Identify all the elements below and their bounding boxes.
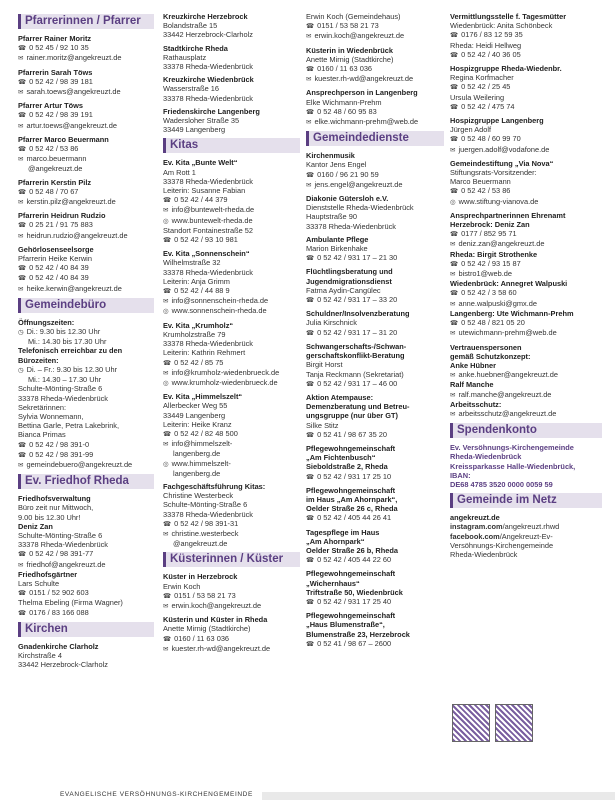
phone[interactable]: ☎ 0151 / 53 58 21 73 bbox=[306, 21, 444, 31]
contact-beuermann bbox=[18, 135, 154, 174]
service-title: Pflegewohngemeinschaft bbox=[306, 569, 396, 579]
email[interactable]: ✉ deniz.zan@angekreuzt.de bbox=[450, 239, 602, 249]
address-2: 33449 Langenberg bbox=[163, 125, 226, 135]
leader: Leiterin: Kathrin Rehmert bbox=[163, 348, 246, 358]
service-person: Jürgen Adolf bbox=[450, 125, 492, 135]
service-title: Pflegewohngemeinschaft bbox=[306, 485, 396, 495]
service-person: Kantor Jens Engel bbox=[306, 160, 367, 170]
contact-name: Pfarrerin Heidrun Rudzio bbox=[18, 211, 106, 221]
kita-name: Ev. Kita „Sonnenschein“ bbox=[163, 249, 250, 259]
service-title-3: ungsgruppe (nur über GT) bbox=[306, 411, 398, 421]
location: Standort Fontainestraße 52 bbox=[163, 225, 253, 235]
instagram-qr-code bbox=[452, 704, 490, 742]
contact-name: Pfarrer Marco Beuermann bbox=[18, 134, 109, 144]
contact-person: Pfarrerin Heike Kerwin bbox=[18, 254, 92, 264]
email[interactable]: ✉ kerstin.pilz@angekreuzt.de bbox=[18, 197, 154, 207]
service-title: Ambulante Pflege bbox=[306, 234, 369, 244]
secretaries-label: Sekretärinnen: bbox=[18, 402, 67, 412]
kita-name: Ev. Kita „Krumholz“ bbox=[163, 320, 234, 330]
friedhof-block bbox=[18, 494, 154, 618]
service-fichtenbusch bbox=[306, 444, 444, 482]
address-1: Am Rott 1 bbox=[163, 167, 196, 177]
phone[interactable]: ☎ 0 52 41 / 98 67 – 2600 bbox=[306, 639, 444, 649]
email[interactable]: ✉ juergen.adolf@vodafone.de bbox=[450, 145, 602, 155]
website[interactable]: ◎ www.sonnenschein-rheda.de bbox=[163, 306, 300, 316]
phone[interactable]: ☎ 0 52 42 / 25 45 bbox=[450, 82, 602, 92]
kuester-gemeindehaus bbox=[306, 12, 444, 42]
service-person: Marion Birkenhake bbox=[306, 244, 368, 254]
address-1: Wilhelmstraße 32 bbox=[163, 258, 221, 268]
phone[interactable]: ☎ 0160 / 11 63 036 bbox=[163, 634, 300, 644]
service-title: Tagespflege im Haus bbox=[306, 527, 380, 537]
iban-label: IBAN: bbox=[450, 470, 471, 480]
service-hospiz-lb bbox=[450, 116, 602, 155]
phone[interactable]: ☎ 0 52 42 / 98 391-77 bbox=[18, 549, 154, 559]
email[interactable]: ✉ anne.walpuski@gmx.de bbox=[450, 299, 602, 309]
spenden-block bbox=[450, 443, 602, 489]
address-1: Bolandstraße 15 bbox=[163, 21, 218, 31]
stiftung-line-1: Stiftungsrats-Vorsitzender: bbox=[450, 168, 537, 178]
phone[interactable]: ☎ 0 52 42 / 44 88 9 bbox=[163, 286, 300, 296]
phone[interactable]: ☎ 0 52 48 / 60 95 83 bbox=[306, 107, 444, 117]
leader: Leiterin: Susanne Fabian bbox=[163, 186, 246, 196]
ehrenamt-langenberg: Langenberg: Ute Wichmann-Prehm bbox=[450, 308, 574, 318]
service-title-2: im Haus „Am Ahornpark“, bbox=[306, 494, 398, 504]
service-pflege bbox=[306, 235, 444, 264]
column-3 bbox=[306, 12, 444, 653]
section-header-kitas: Kitas bbox=[163, 138, 300, 153]
address-1: Kirchstraße 4 bbox=[18, 650, 62, 660]
service-person: Silke Stitz bbox=[306, 420, 339, 430]
phone[interactable]: ☎ 0 52 42 / 405 44 22 60 bbox=[306, 555, 444, 565]
service-diakonie bbox=[306, 194, 444, 231]
website[interactable]: ◎ www.himmelszelt- bbox=[163, 459, 300, 469]
fach-person: Christine Westerbeck bbox=[163, 491, 234, 501]
stiftung-line-2: Marco Beuermann bbox=[450, 177, 511, 187]
service-title: Hospizgruppe Rheda-Wiedenbr. bbox=[450, 64, 562, 74]
service-title: Schwangerschafts-/Schwan- bbox=[306, 341, 407, 351]
friedhof-line-2: 9.00 bis 12.30 Uhr! bbox=[18, 512, 81, 522]
email[interactable]: ✉ rainer.moritz@angekreuzt.de bbox=[18, 53, 154, 63]
facebook-link[interactable] bbox=[450, 532, 602, 541]
phone[interactable]: ☎ 0 52 42 / 931 17 25 10 bbox=[306, 472, 444, 482]
service-title-2: Demenzberatung und Betreu- bbox=[306, 402, 410, 412]
service-title-3: Blumenstraße 23, Herzebrock bbox=[306, 629, 410, 639]
bank-line-3: Kreissparkasse Halle-Wiedenbrück, bbox=[450, 461, 576, 471]
address-2: 33449 Langenberg bbox=[163, 410, 226, 420]
kuester-title: Küsterin und Küster in Rheda bbox=[163, 615, 268, 625]
section-header-gemeindedienste: Gemeindedienste bbox=[306, 131, 444, 146]
contact-moritz bbox=[18, 34, 154, 64]
email[interactable]: ✉ arbeitsschutz@angekreuzt.de bbox=[450, 409, 602, 419]
phone[interactable]: ☎ 0 52 48 / 821 05 20 bbox=[450, 318, 602, 328]
contact-rudzio bbox=[18, 211, 154, 241]
phone[interactable]: ☎ 0 52 42 / 931 17 25 40 bbox=[306, 597, 444, 607]
kita-fachgeschaeftsfuehrung bbox=[163, 482, 300, 548]
contact-name: Gehörlosenseelsorge bbox=[18, 244, 94, 254]
kita-name: Ev. Kita „Bunte Welt“ bbox=[163, 158, 238, 168]
leader: Leiterin: Heike Kranz bbox=[163, 419, 232, 429]
service-person: Wiedenbrück: Anita Schönbeck bbox=[450, 21, 553, 31]
contact-gehoerlos bbox=[18, 245, 154, 294]
opening-hours-2: Mi.: 14.30 bis 17.30 Uhr bbox=[28, 337, 107, 347]
service-title-3: Sieboldstraße 2, Rheda bbox=[306, 462, 388, 472]
phone[interactable]: ☎ 0 52 48 / 60 99 70 bbox=[450, 134, 602, 144]
phone[interactable]: ☎ 0160 / 96 21 90 59 bbox=[306, 170, 444, 180]
service-title: Hospizgruppe Langenberg bbox=[450, 116, 544, 126]
email[interactable]: ✉ jens.engel@angekreuzt.de bbox=[306, 180, 444, 190]
friedhof-name: Deniz Zan bbox=[18, 521, 53, 531]
address-3: 33378 Rheda-Wiedenbrück bbox=[306, 221, 396, 231]
gaertner-2: Thelma Ebeling (Firma Wagner) bbox=[18, 598, 123, 608]
phone[interactable]: ☎ 0 52 42 / 931 17 – 21 30 bbox=[306, 253, 444, 263]
service-title-2: gerschaftskonflikt-Beratung bbox=[306, 351, 405, 361]
secretaries-2: Bettina Garle, Petra Lakebrink, bbox=[18, 421, 120, 431]
address-1: Krumholzstraße 79 bbox=[163, 329, 226, 339]
kuester-langenberg bbox=[306, 88, 444, 127]
service-person: Birgit Horst bbox=[306, 360, 343, 370]
facebook-domain: facebook.com bbox=[450, 531, 500, 541]
church-wiedenbrueck bbox=[163, 75, 300, 103]
friedhof-line-1: Büro zeit nur Mittwoch, bbox=[18, 503, 94, 513]
service-title: Vermittlungsstelle f. Tagesmütter bbox=[450, 12, 567, 21]
phone-hours-title-2: Bürozeiten: bbox=[18, 355, 59, 365]
kita-name: Ev. Kita „Himmelszelt“ bbox=[163, 392, 243, 402]
email[interactable]: ✉ utewichmann-prehm@web.de bbox=[450, 328, 602, 338]
phone[interactable]: ☎ 0 52 42 / 931 17 – 46 00 bbox=[306, 379, 444, 389]
service-wichernhaus bbox=[306, 569, 444, 607]
website[interactable]: ◎ www.buntewelt-rheda.de bbox=[163, 216, 300, 226]
address-2: 33378 Rheda-Wiedenbrück bbox=[163, 62, 253, 72]
kuester-person: Erwin Koch bbox=[163, 581, 201, 591]
email[interactable]: ✉ ralf.manche@angekreuzt.de bbox=[450, 390, 602, 400]
phone[interactable]: ☎ 0 25 21 / 91 75 883 bbox=[18, 220, 154, 230]
phone[interactable]: ☎ 0151 / 52 902 603 bbox=[18, 588, 154, 598]
kuester-title: Küster in Herzebrock bbox=[163, 572, 238, 582]
phone[interactable]: ☎ 0160 / 11 63 036 bbox=[306, 64, 444, 74]
address-1: Schulte-Mönting-Straße 6 bbox=[18, 530, 103, 540]
service-title: Diakonie Gütersloh e.V. bbox=[306, 194, 389, 204]
church-name: Kreuzkirche Wiedenbrück bbox=[163, 75, 254, 85]
website[interactable]: ◎ www.stiftung-vianova.de bbox=[450, 197, 602, 207]
service-title: Aktion Atempause: bbox=[306, 392, 374, 402]
leader: Leiterin: Anja Grimm bbox=[163, 276, 230, 286]
service-title: Pflegewohngemeinschaft bbox=[306, 443, 396, 453]
email[interactable]: ✉ gemeindebuero@angekreuzt.de bbox=[18, 460, 154, 470]
email[interactable]: ✉ info@krumholz-wiedenbrueck.de bbox=[163, 368, 300, 378]
service-person: Julia Kirschnick bbox=[306, 318, 357, 328]
service-schuldner bbox=[306, 309, 444, 338]
kita-bunte-welt bbox=[163, 158, 300, 245]
website-cont[interactable]: langenberg.de bbox=[173, 468, 221, 478]
contact-name: Pfarrer Artur Töws bbox=[18, 101, 84, 111]
email[interactable]: ✉ christine.westerbeck bbox=[163, 529, 300, 539]
service-fluechtling bbox=[306, 267, 444, 305]
address-1: Wadersloher Straße 35 bbox=[163, 116, 240, 126]
service-vermittlung bbox=[450, 12, 602, 60]
iban-value: DE68 4785 3520 0000 0059 59 bbox=[450, 479, 553, 489]
phone[interactable]: ☎ 0 52 42 / 93 15 87 bbox=[450, 259, 602, 269]
kuester-person: Anette Mirnig (Stadtkirche) bbox=[306, 54, 394, 64]
email[interactable]: ✉ sarah.toews@angekreuzt.de bbox=[18, 87, 154, 97]
fach-title: Fachgeschäftsführung Kitas: bbox=[163, 481, 266, 491]
website-link[interactable]: angekreuzt.de bbox=[450, 513, 500, 523]
phone-hours-2: Mi.: 14.30 – 17.30 Uhr bbox=[28, 375, 102, 385]
phone[interactable]: ☎ 0151 / 53 58 21 73 bbox=[163, 591, 300, 601]
address-1: Schulte-Mönting-Straße 6 bbox=[18, 384, 103, 394]
ehrenamt-wiedenbrueck: Wiedenbrück: Annegret Walpuski bbox=[450, 279, 568, 289]
address-2: 33378 Rheda-Wiedenbrück bbox=[163, 267, 253, 277]
service-title-2: gemäß Schutzkonzept: bbox=[450, 351, 531, 361]
email[interactable]: ✉ info@sonnenschein-rheda.de bbox=[163, 296, 300, 306]
facebook-cont-2: Rheda-Wiedenbrück bbox=[450, 549, 518, 559]
service-kirchenmusik bbox=[306, 151, 444, 190]
phone[interactable]: ☎ 0 52 48 / 70 67 bbox=[18, 187, 154, 197]
contact-pilz bbox=[18, 178, 154, 208]
fax: ☎ 0 52 42 / 40 84 39 bbox=[18, 273, 154, 283]
kuester-title: Küsterin in Wiedenbrück bbox=[306, 45, 393, 55]
email[interactable]: ✉ anke.huebner@angekreuzt.de bbox=[450, 370, 602, 380]
fax: ☎ 0 52 42 / 98 391-99 bbox=[18, 450, 154, 460]
service-tagespflege bbox=[306, 528, 444, 566]
church-rheda bbox=[163, 44, 300, 72]
bank-line-1: Ev. Versöhnungs-Kirchengemeinde bbox=[450, 443, 574, 453]
phone[interactable]: ☎ 0177 / 852 95 71 bbox=[450, 229, 602, 239]
section-header-spenden: Spendenkonto bbox=[450, 423, 602, 438]
kuester-title: Ansprechperson in Langenberg bbox=[306, 88, 418, 98]
gaertner-title: Friedhofsgärtner bbox=[18, 569, 78, 579]
email[interactable]: ✉ kuester.rh-wd@angekreuzt.de bbox=[163, 644, 300, 654]
secretaries-1: Sylvia Wonnemann, bbox=[18, 411, 84, 421]
phone[interactable]: ☎ 0 52 42 / 82 48 500 bbox=[163, 429, 300, 439]
email-cont[interactable]: langenberg.de bbox=[173, 449, 221, 459]
schutz-person-1: Anke Hübner bbox=[450, 360, 496, 370]
facebook-cont-1: Versöhnungs-Kirchengemeinde bbox=[450, 540, 554, 550]
opening-hours-1: ◷ Di.: 9.30 bis 12.30 Uhr bbox=[18, 327, 154, 337]
instagram-link[interactable] bbox=[450, 522, 602, 531]
address-2: 33378 Rheda-Wiedenbrück bbox=[163, 509, 253, 519]
kuester-wiedenbrueck bbox=[306, 46, 444, 85]
email[interactable]: ✉ heike.kerwin@angekreuzt.de bbox=[18, 284, 154, 294]
phone[interactable]: ☎ 0176 / 83 12 59 35 bbox=[450, 30, 602, 40]
service-person: Regina Korfmacher bbox=[450, 73, 514, 83]
email-cont[interactable]: @angekreuzt.de bbox=[28, 164, 83, 174]
footer bbox=[0, 788, 615, 802]
service-title-2: „Am Fichtenbusch“ bbox=[306, 453, 376, 463]
email[interactable]: ✉ erwin.koch@angekreuzt.de bbox=[163, 601, 300, 611]
address-2: 33378 Rheda-Wiedenbrück bbox=[163, 176, 253, 186]
section-header-friedhof: Ev. Friedhof Rheda bbox=[18, 474, 154, 489]
address-2: 33378 Rheda-Wiedenbrück bbox=[163, 339, 253, 349]
email[interactable]: ✉ erwin.koch@angekreuzt.de bbox=[306, 31, 444, 41]
kuester-rheda bbox=[163, 615, 300, 654]
section-header-kirchen: Kirchen bbox=[18, 622, 154, 637]
opening-hours-title: Öffnungszeiten: bbox=[18, 317, 75, 327]
footer-bar bbox=[262, 792, 615, 800]
bank-line-2: Rheda-Wiedenbrück bbox=[450, 452, 522, 462]
service-title-3: Oelder Straße 26 b, Rheda bbox=[306, 545, 399, 555]
phone[interactable]: ☎ 0 52 42 / 44 379 bbox=[163, 195, 300, 205]
email[interactable]: ✉ artur.toews@angekreuzt.de bbox=[18, 121, 154, 131]
footer-text: EVANGELISCHE VERSÖHNUNGS-KIRCHENGEMEINDE bbox=[60, 791, 253, 798]
email[interactable]: ✉ bistro1@web.de bbox=[450, 269, 602, 279]
section-header-pfarrer: Pfarrerinnen / Pfarrer bbox=[18, 14, 154, 29]
phone[interactable]: ☎ 0 52 42 / 475 74 bbox=[450, 102, 602, 112]
phone[interactable]: ☎ 0 52 42 / 53 86 bbox=[450, 186, 602, 196]
address-1: Dienststelle Rheda-Wiedenbrück bbox=[306, 203, 414, 213]
schutz-person-2: Ralf Manche bbox=[450, 380, 494, 390]
email[interactable]: ✉ info@buntewelt-rheda.de bbox=[163, 205, 300, 215]
address-1: Schulte-Mönting-Straße 6 bbox=[163, 500, 248, 510]
kuester-person: Anette Mirnig (Stadtkirche) bbox=[163, 624, 251, 634]
instagram-domain: instagram.com bbox=[450, 522, 503, 532]
service-schwanger bbox=[306, 342, 444, 389]
email[interactable]: ✉ info@himmelszelt- bbox=[163, 439, 300, 449]
facebook-qr-code bbox=[495, 704, 533, 742]
column-1 bbox=[18, 12, 154, 673]
service-title-2: Jugendmigrationsdienst bbox=[306, 276, 392, 286]
phone[interactable]: ☎ 0 52 42 / 98 39 191 bbox=[18, 110, 154, 120]
kita-krumholz bbox=[163, 321, 300, 388]
contact-name: Pfarrerin Sarah Töws bbox=[18, 67, 93, 77]
service-atempause bbox=[306, 393, 444, 440]
phone[interactable]: ☎ 0 52 42 / 40 36 05 bbox=[450, 50, 602, 60]
phone-hours-1: ◷ Di. – Fr.: 9.30 bis 12.30 Uhr bbox=[18, 365, 154, 375]
service-ahornpark bbox=[306, 486, 444, 524]
service-title: Flüchtlingsberatung und bbox=[306, 267, 393, 277]
contact-toews bbox=[18, 68, 154, 98]
service-title-2: „Am Ahornpark“ bbox=[306, 536, 365, 546]
ehrenamt-herzebrock: Herzebrock: Deniz Zan bbox=[450, 220, 530, 230]
email[interactable]: ✉ friedhof@angekreuzt.de bbox=[18, 560, 154, 570]
church-name: Gnadenkirche Clarholz bbox=[18, 641, 99, 651]
contact-name: Pfarrer Rainer Moritz bbox=[18, 34, 92, 43]
service-person-2: Ursula Weilering bbox=[450, 92, 505, 102]
section-header-kuester: Küsterinnen / Küster bbox=[163, 552, 300, 567]
address-2: 33378 Rheda-Wiedenbrück bbox=[163, 93, 253, 103]
buero-block bbox=[18, 318, 154, 470]
service-schutzkonzept bbox=[450, 343, 602, 420]
service-title: Kirchenmusik bbox=[306, 151, 355, 161]
service-title: Schuldner/Insolvenzberatung bbox=[306, 309, 410, 319]
kuester-herzebrock bbox=[163, 572, 300, 611]
service-title: Gemeindestiftung „Via Nova“ bbox=[450, 158, 554, 168]
phone[interactable]: ☎ 0 52 42 / 93 10 981 bbox=[163, 235, 300, 245]
phone[interactable]: ☎ 0 52 42 / 98 391-0 bbox=[18, 440, 154, 450]
email[interactable]: ✉ elke.wichmann-prehm@web.de bbox=[306, 117, 444, 127]
arbeitsschutz-title: Arbeitsschutz: bbox=[450, 399, 502, 409]
address-1: Rathausplatz bbox=[163, 52, 207, 62]
phone[interactable]: ☎ 0 52 42 / 85 75 bbox=[163, 358, 300, 368]
website[interactable]: ◎ www.krumholz-wiedenbrueck.de bbox=[163, 378, 300, 388]
service-blumenstrasse bbox=[306, 611, 444, 649]
gaertner-1: Lars Schulte bbox=[18, 578, 60, 588]
kuester-person: Erwin Koch (Gemeindehaus) bbox=[306, 12, 401, 21]
email[interactable]: ✉ kuester.rh-wd@angekreuzt.de bbox=[306, 74, 444, 84]
netz-block bbox=[450, 513, 602, 559]
email[interactable]: ✉ marco.beuermann bbox=[18, 154, 154, 164]
phone[interactable]: ☎ 0 52 42 / 98 39 181 bbox=[18, 77, 154, 87]
service-title: Vertrauenspersonen bbox=[450, 342, 522, 352]
service-ehrenamt bbox=[450, 211, 602, 339]
section-header-netz: Gemeinde im Netz bbox=[450, 493, 602, 508]
service-hospiz-rw bbox=[450, 64, 602, 112]
section-header-buero: Gemeindebüro bbox=[18, 298, 154, 313]
contact-artur bbox=[18, 101, 154, 131]
phone[interactable]: ☎ 0 52 45 / 92 10 35 bbox=[18, 43, 154, 53]
phone[interactable]: ☎ 0 52 42 / 931 17 – 31 20 bbox=[306, 328, 444, 338]
service-person-2: Rheda: Heidi Hellweg bbox=[450, 40, 522, 50]
service-title-3: Triftstraße 50, Wiedenbrück bbox=[306, 587, 403, 597]
service-person-2: Tanja Reckmann (Sekretariat) bbox=[306, 369, 404, 379]
phone[interactable]: ☎ 0 52 42 / 3 58 60 bbox=[450, 288, 602, 298]
service-person: Fatma Aydin-Cangülec bbox=[306, 285, 381, 295]
phone[interactable]: ☎ 0 52 42 / 53 86 bbox=[18, 144, 154, 154]
church-langenberg bbox=[163, 107, 300, 135]
church-clarholz bbox=[18, 642, 154, 670]
column-2 bbox=[163, 12, 300, 658]
address-2: 33378 Rheda-Wiedenbrück bbox=[18, 393, 108, 403]
church-herzebrock bbox=[163, 12, 300, 40]
ehrenamt-rheda: Rheda: Birgit Strothenke bbox=[450, 249, 538, 259]
address-2: 33378 Rheda-Wiedenbrück bbox=[18, 540, 108, 550]
service-stiftung bbox=[450, 159, 602, 207]
email-cont[interactable]: @angekreuzt.de bbox=[173, 539, 228, 549]
service-title: Ansprechpartnerinnen Ehrenamt bbox=[450, 210, 566, 220]
phone[interactable]: ☎ 0176 / 83 166 088 bbox=[18, 608, 154, 618]
address-2: 33442 Herzebrock-Clarholz bbox=[18, 660, 108, 670]
phone[interactable]: ☎ 0 52 42 / 931 17 – 33 20 bbox=[306, 295, 444, 305]
church-name: Stadtkirche Rheda bbox=[163, 43, 228, 53]
secretaries-3: Bianca Primas bbox=[18, 430, 66, 440]
service-title-2: „Haus Blumenstraße“, bbox=[306, 620, 385, 630]
address-1: Wasserstraße 16 bbox=[163, 84, 219, 94]
phone[interactable]: ☎ 0 52 42 / 405 44 26 41 bbox=[306, 513, 444, 523]
friedhof-title: Friedhofsverwaltung bbox=[18, 494, 91, 504]
phone[interactable]: ☎ 0 52 42 / 98 391-31 bbox=[163, 519, 300, 529]
instagram-path: /angekreuzt.rhwd bbox=[502, 522, 560, 532]
service-title-3: Oelder Straße 26 c, Rheda bbox=[306, 504, 398, 514]
address-2: 33442 Herzebrock-Clarholz bbox=[163, 30, 253, 40]
phone-hours-title-1: Telefonisch erreichbar zu den bbox=[18, 346, 123, 356]
contact-name: Pfarrerin Kerstin Pilz bbox=[18, 177, 92, 187]
church-name: Kreuzkirche Herzebrock bbox=[163, 12, 248, 21]
church-name: Friedenskirche Langenberg bbox=[163, 106, 260, 116]
service-title: Pflegewohngemeinschaft bbox=[306, 611, 396, 621]
email[interactable]: ✉ heidrun.rudzio@angekreuzt.de bbox=[18, 231, 154, 241]
kita-himmelszelt bbox=[163, 392, 300, 478]
phone[interactable]: ☎ 0 52 41 / 98 67 35 20 bbox=[306, 430, 444, 440]
column-4 bbox=[450, 12, 602, 563]
service-title-2: „Wichernhaus“ bbox=[306, 578, 360, 588]
phone[interactable]: ☎ 0 52 42 / 40 84 39 bbox=[18, 263, 154, 273]
address-2: Hauptstraße 90 bbox=[306, 212, 357, 222]
facebook-path: /Angekreuzt-Ev- bbox=[499, 531, 553, 541]
address-1: Allerbecker Weg 55 bbox=[163, 401, 228, 411]
kita-sonnenschein bbox=[163, 249, 300, 316]
kuester-person: Elke Wichmann-Prehm bbox=[306, 97, 382, 107]
